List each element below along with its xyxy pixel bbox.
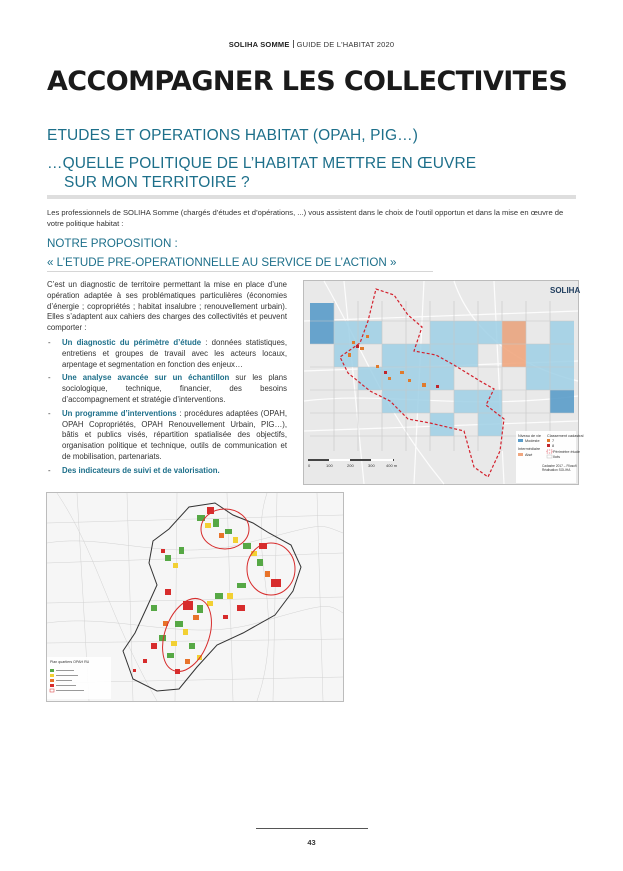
scale-label: 300 bbox=[368, 463, 375, 468]
legend-label: Ilots bbox=[553, 455, 560, 459]
list-item: - Des indicateurs de suivi et de valorisation. bbox=[48, 465, 220, 475]
scale-label: 200 bbox=[347, 463, 354, 468]
header-guide: GUIDE DE L'HABITAT 2020 bbox=[296, 40, 395, 49]
list-item: - Un programme d’interventions : procédures adaptées (OPAH, OPAH Copropriétés, OPAH Renouvellement Urbain, PIG…), bâtis et publics visés, répartition spatialisée des objectifs, organisation politique et technique, outils de communication et de mobilisation, partenariats. bbox=[48, 408, 287, 461]
section-question-line2: SUR MON TERRITOIRE ? bbox=[64, 174, 250, 191]
body-paragraph: C’est un diagnostic de territoire permettant la mise en place d’une opération adaptée à ses problématiques particulières (économies d’énergie ; copropriétés ; habitat insalubre ; renouvellement urbain). Elles s’adaptent aux cahiers des charges des collectivités et peuvent comporter : bbox=[47, 280, 287, 333]
scale-label: 0 bbox=[308, 463, 311, 468]
legend-label: Modeste bbox=[525, 439, 540, 443]
list-item-highlight: Un programme d’interventions bbox=[62, 408, 177, 418]
list-item: - Un diagnostic du périmètre d’étude : données statistiques, entretiens et groupes de travail avec les acteurs locaux, arpentage et segmentation en fonction des enjeux… bbox=[48, 337, 287, 369]
legend-title: Niveau de vie bbox=[518, 434, 542, 438]
list-item-highlight: Une analyse avancée sur un échantillon bbox=[62, 373, 230, 383]
proposal-divider bbox=[47, 271, 433, 272]
map-sources: Cadastre 2017 – Filosofi bbox=[542, 464, 577, 468]
parcel-map-graphic bbox=[47, 493, 343, 701]
section-heading: ETUDES ET OPERATIONS HABITAT (OPAH, PIG…) bbox=[47, 127, 418, 144]
legend-title: Classement cadastral bbox=[547, 434, 584, 438]
list-item-text: : procédures adaptées (OPAH, OPAH Copropriétés, OPAH Renouvellement Urbain, PIG…), bâtis et publics visés, répartition spatialisée des objectifs, organisation politique et technique, outils de communication et de mobilisation, partenariats. bbox=[62, 408, 287, 461]
parcel-map bbox=[46, 492, 344, 702]
list-item-highlight: Un diagnostic du périmètre d’étude bbox=[62, 337, 202, 347]
legend-label: Périmètre étude bbox=[553, 450, 581, 454]
map2-legend-title: Plan quartiers OPAH RU bbox=[50, 660, 90, 664]
legend-label: Intermédiaire bbox=[518, 447, 541, 451]
header-brand: SOLIHA SOMME bbox=[228, 40, 290, 49]
legend-label: Aisé bbox=[525, 453, 533, 457]
body-column bbox=[47, 280, 287, 480]
footer-rule bbox=[256, 828, 368, 829]
scale-label: 100 bbox=[326, 463, 333, 468]
legend-label: 8 bbox=[552, 444, 555, 448]
study-area-map bbox=[303, 280, 584, 485]
section-divider bbox=[47, 195, 576, 199]
page-number: 43 bbox=[307, 838, 316, 847]
page-title: ACCOMPAGNER LES COLLECTIVITES bbox=[47, 66, 568, 97]
list-item-highlight: Des indicateurs de suivi et de valorisation. bbox=[62, 465, 220, 475]
offer-list bbox=[47, 338, 287, 477]
map-legend bbox=[516, 431, 584, 483]
section-question-line1: …QUELLE POLITIQUE DE L’HABITAT METTRE EN ŒUVRE bbox=[47, 155, 477, 172]
legend-label: 7 bbox=[552, 439, 555, 443]
list-item-text: sur les plans sociologique, technique, financier, des besoins d’accompagnement et stratégie d’interventions. bbox=[62, 373, 288, 404]
map-logo: SOLIHA bbox=[550, 286, 581, 295]
running-header bbox=[0, 40, 623, 49]
proposal-heading: NOTRE PROPOSITION : bbox=[47, 237, 178, 250]
scale-label: 400 m bbox=[386, 463, 398, 468]
header-separator bbox=[293, 40, 294, 48]
study-area-map-graphic bbox=[304, 281, 584, 484]
list-item: - Une analyse avancée sur un échantillon sur les plans sociologique, technique, financier, des besoins d’accompagnement et stratégie d’interventions. bbox=[48, 373, 288, 404]
proposal-subheading: « L’ETUDE PRE-OPERATIONNELLE AU SERVICE DE L’ACTION » bbox=[47, 256, 397, 269]
intro-paragraph: Les professionnels de SOLIHA Somme (chargés d’études et d’opérations, ...) vous assistent dans le choix de l’outil opportun et dans la mise en œuvre de votre politique habitat : bbox=[47, 208, 564, 228]
list-item-text: : données statistiques, entretiens et groupes de travail avec les acteurs locaux, arpentage et segmentation en fonction des enjeux… bbox=[62, 337, 287, 369]
map-credits: Réalisation SOLIHA bbox=[542, 468, 571, 472]
